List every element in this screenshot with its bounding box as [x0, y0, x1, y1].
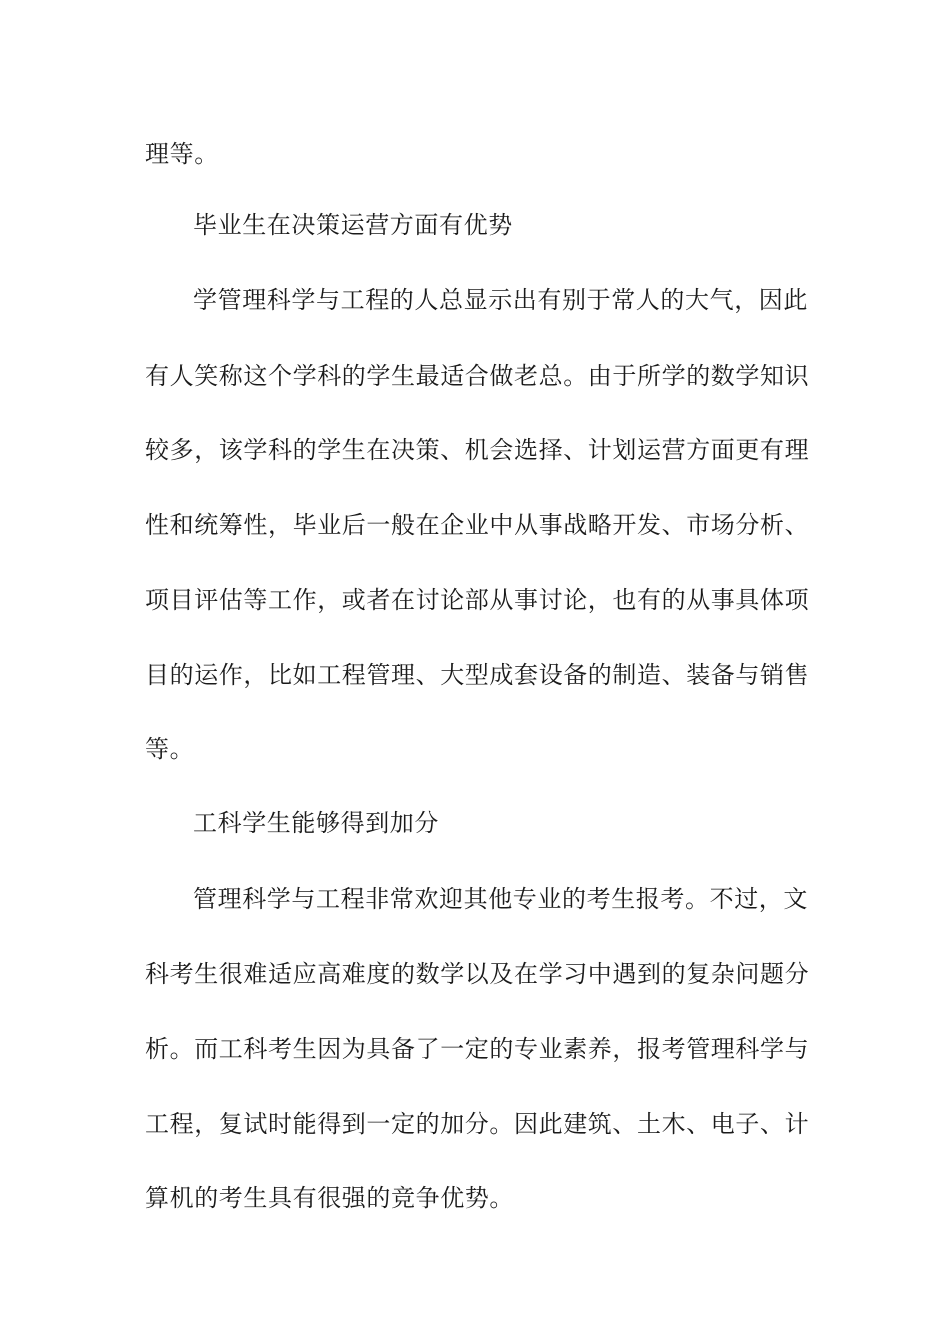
- text-line: 项目评估等工作，或者在讨论部从事讨论，也有的从事具体项: [145, 586, 810, 614]
- text-line: 目的运作，比如工程管理、大型成套设备的制造、装备与销售: [145, 661, 810, 689]
- text-line: 等。: [145, 735, 195, 763]
- text-line: 较多，该学科的学生在决策、机会选择、计划运营方面更有理: [145, 436, 810, 464]
- text-line: 工程，复试时能得到一定的加分。因此建筑、土木、电子、计: [145, 1110, 810, 1138]
- text-line: 析。而工科考生因为具备了一定的专业素养，报考管理科学与: [145, 1035, 810, 1063]
- section-heading: 工科学生能够得到加分: [193, 809, 439, 837]
- text-line: 理等。: [145, 140, 219, 168]
- text-line: 学管理科学与工程的人总显示出有别于常人的大气，因此: [193, 286, 808, 314]
- text-line: 性和统筹性，毕业后一般在企业中从事战略开发、市场分析、: [145, 511, 810, 539]
- section-heading: 毕业生在决策运营方面有优势: [193, 211, 513, 239]
- text-line: 管理科学与工程非常欢迎其他专业的考生报考。不过，文: [193, 885, 808, 913]
- text-line: 科考生很难适应高难度的数学以及在学习中遇到的复杂问题分: [145, 960, 810, 988]
- text-line: 算机的考生具有很强的竞争优势。: [145, 1184, 514, 1212]
- text-line: 有人笑称这个学科的学生最适合做老总。由于所学的数学知识: [145, 362, 810, 390]
